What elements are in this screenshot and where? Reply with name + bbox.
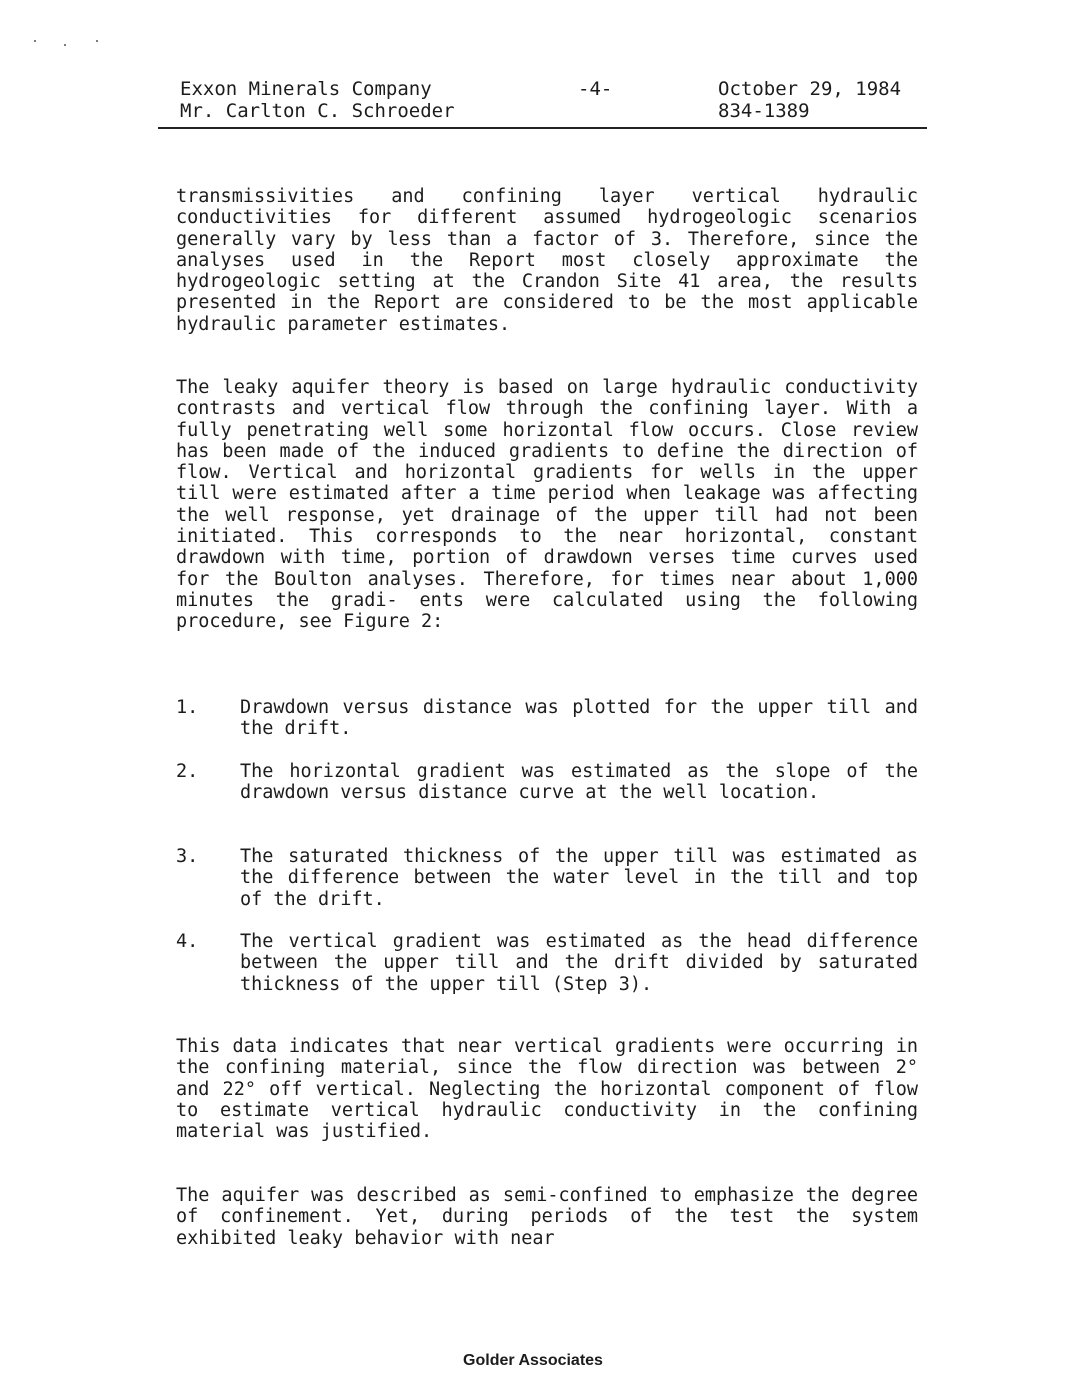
- footer-firm-name: Golder Associates: [463, 1352, 603, 1369]
- paragraph-semi-confined: The aquifer was described as semi-confined to emphasize the degree of confinement. Yet, during periods of the test the system exhibited leaky behavior with near: [176, 1185, 918, 1249]
- header-page-number: -4-: [578, 78, 613, 100]
- scan-speck: [96, 40, 98, 42]
- paragraph-leaky-aquifer-theory: The leaky aquifer theory is based on large hydraulic conductivity contrasts and vertical flow through the confining layer. With a fully penetrating well some horizontal flow occurs. Close review has been made of the induced gradients to define the direction of flow. Vertical and horizontal gradients for wells in the upper till were estimated after a time period when leakage was affecting the well response, yet drainage of the upper till had not been initiated. This corresponds to the near horizontal, constant drawdown with time, portion of drawdown verses time curves used for the Boulton analyses. Therefore, for times near about 1,000 minutes the gradi- ents were calculated using the following procedure, see Figure 2:: [176, 377, 918, 633]
- scan-speck: [34, 40, 36, 42]
- header-divider: [158, 127, 927, 129]
- step-text: The saturated thickness of the upper till was estimated as the difference between the water level in the till and top of the drift.: [240, 846, 918, 910]
- header-date: October 29, 1984: [718, 78, 902, 100]
- header-recipient: Mr. Carlton C. Schroeder: [180, 100, 455, 122]
- step-text: The vertical gradient was estimated as the head difference between the upper till and the drift divided by saturated thickness of the upper till (Step 3).: [240, 931, 918, 995]
- step-number: 4.: [176, 931, 199, 952]
- step-text: The horizontal gradient was estimated as the slope of the drawdown versus distance curve at the well location.: [240, 761, 918, 804]
- procedure-step: [176, 931, 918, 995]
- step-number: 2.: [176, 761, 199, 782]
- procedure-step: [176, 846, 918, 910]
- procedure-step: [176, 761, 918, 804]
- step-number: 1.: [176, 697, 199, 718]
- step-text: Drawdown versus distance was plotted for the upper till and the drift.: [240, 697, 918, 740]
- header-reference: 834-1389: [718, 100, 810, 122]
- scan-speck: [64, 44, 66, 46]
- paragraph-gradient-conclusion: This data indicates that near vertical gradients were occurring in the confining material, since the flow direction was between 2° and 22° off vertical. Neglecting the horizontal component of flow to estimate vertical hydraulic conductivity in the confining material was justified.: [176, 1036, 918, 1143]
- procedure-step: [176, 697, 918, 740]
- step-number: 3.: [176, 846, 199, 867]
- paragraph-transmissivities: transmissivities and confining layer vertical hydraulic conductivities for different assumed hydrogeologic scenarios generally vary by less than a factor of 3. Therefore, since the analyses used in the Report most closely approximate the hydrogeologic setting at the Crandon Site 41 area, the results presented in the Report are considered to be the most applicable hydraulic parameter estimates.: [176, 186, 918, 335]
- header-company: Exxon Minerals Company: [180, 78, 432, 100]
